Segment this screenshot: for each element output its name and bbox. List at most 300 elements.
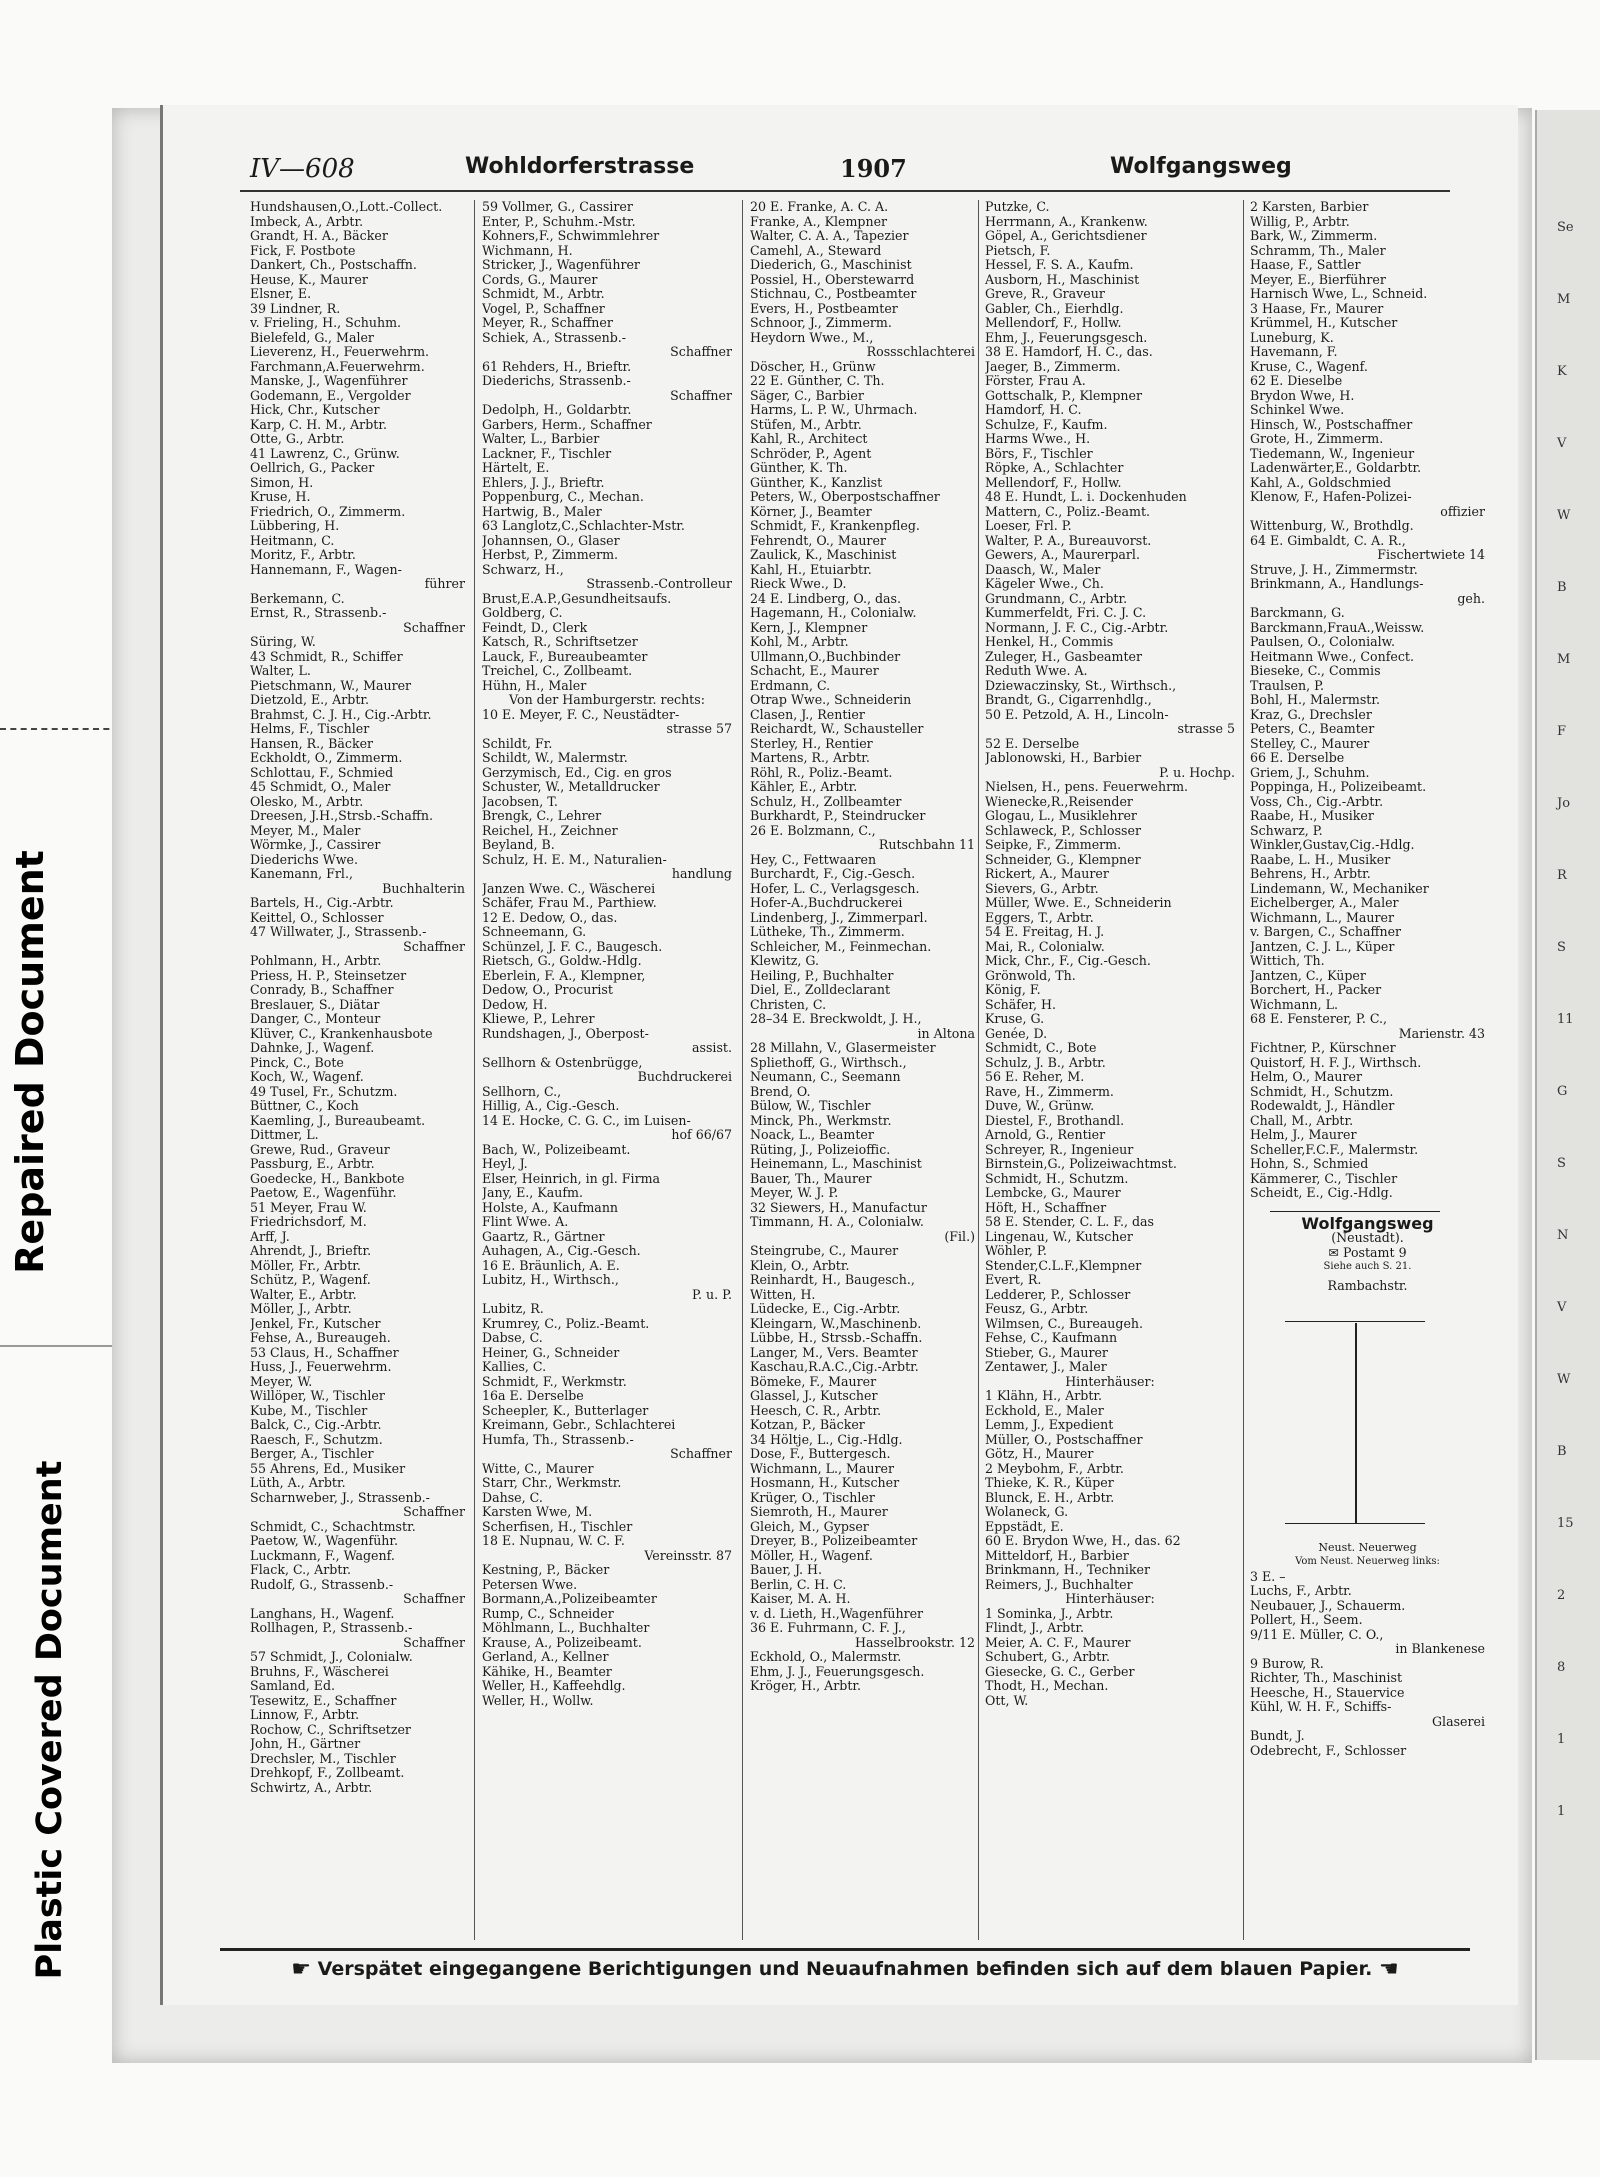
- directory-entry: Schröder, P., Agent: [750, 446, 872, 461]
- directory-entry: 28–34 E. Breckwoldt, J. H.,: [750, 1012, 922, 1026]
- directory-entry: Hinsch, W., Postschaffner: [1250, 417, 1413, 432]
- directory-entry: Brust,E.A.P.,Gesundheitsaufs.: [482, 591, 672, 606]
- directory-entry: 3 E. –: [1250, 1569, 1286, 1584]
- directory-entry: Evers, H., Postbeamter: [750, 301, 898, 316]
- directory-entry: Odebrecht, F., Schlosser: [1250, 1743, 1407, 1758]
- street-line-vertical: [1355, 1323, 1357, 1523]
- directory-entry: Nielsen, H., pens. Feuerwehrm.: [985, 780, 1189, 794]
- directory-entry: Schinkel Wwe.: [1250, 403, 1345, 417]
- directory-entry: Blunck, E. H., Arbtr.: [985, 1490, 1115, 1505]
- directory-entry: Kahl, A., Goldschmied: [1250, 475, 1392, 490]
- directory-entry: Farchmann,A.Feuerwehrm.: [250, 359, 425, 374]
- directory-entry: Dahse, C.: [482, 1490, 543, 1505]
- strip-fragment: V: [1557, 436, 1567, 451]
- directory-entry: Karsten Wwe, M.: [482, 1505, 593, 1519]
- directory-entry: 63 Langlotz,C.,Schlachter-Mstr.: [482, 519, 685, 533]
- strip-fragment: 11: [1557, 1012, 1574, 1027]
- directory-entry: Rossschlachterei: [866, 345, 975, 359]
- directory-entry: Grandt, H. A., Bäcker: [250, 229, 388, 243]
- directory-entry: Lubitz, H., Wirthsch.,: [482, 1273, 619, 1287]
- directory-entry: Vogel, P., Schaffner: [482, 301, 605, 316]
- directory-entry: Arff, J.: [250, 1229, 290, 1244]
- directory-entry: Walter, E., Arbtr.: [250, 1287, 357, 1302]
- directory-entry: Brend, O.: [750, 1084, 811, 1099]
- directory-entry: Dedow, H.: [482, 997, 548, 1012]
- directory-entry: Manske, J., Wagenführer: [250, 374, 408, 388]
- directory-entry: Kallies, C.: [482, 1360, 547, 1374]
- directory-entry: Winkler,Gustav,Cig.-Hdlg.: [1250, 838, 1415, 852]
- column-5-after: [1250, 1570, 1485, 1759]
- column-5: [1250, 200, 1485, 1940]
- directory-entry: Hasselbrookstr. 12: [855, 1635, 975, 1650]
- directory-entry: strasse 5: [1177, 722, 1235, 736]
- strip-fragment: F: [1557, 724, 1567, 739]
- left-street-heading: Wohldorferstrasse: [465, 154, 695, 179]
- directory-entry: Noack, L., Beamter: [750, 1128, 874, 1142]
- directory-entry: Treichel, C., Zollbeamt.: [482, 664, 633, 678]
- directory-entry: Duve, W., Grünw.: [985, 1099, 1095, 1113]
- directory-entry: Drechsler, M., Tischler: [250, 1751, 396, 1766]
- directory-entry: Schwirtz, A., Arbtr.: [250, 1780, 373, 1795]
- directory-entry: Glassel, J., Kutscher: [750, 1389, 878, 1403]
- directory-entry: Dziewaczinsky, St., Wirthsch.,: [985, 678, 1177, 693]
- directory-entry: in Altona: [917, 1026, 975, 1041]
- directory-entry: 68 E. Fensterer, P. C.,: [1250, 1012, 1388, 1026]
- directory-entry: Brinkmann, H., Techniker: [985, 1563, 1150, 1577]
- directory-entry: Dedow, O., Procurist: [482, 983, 613, 997]
- directory-entry: handlung: [671, 867, 732, 881]
- directory-entry: Schleicher, M., Feinmechan.: [750, 939, 932, 954]
- directory-entry: Gottschalk, P., Klempner: [985, 388, 1142, 403]
- directory-entry: Dankert, Ch., Postschaffn.: [250, 258, 417, 272]
- directory-entry: Walter, P. A., Bureauvorst.: [985, 533, 1152, 548]
- directory-entry: Langer, M., Vers. Beamter: [750, 1345, 918, 1360]
- directory-entry: Henkel, H., Commis: [985, 635, 1114, 649]
- directory-entry: Eckhold, E., Maler: [985, 1403, 1104, 1418]
- directory-entry: Hinterhäuser:: [1065, 1592, 1155, 1606]
- directory-entry: Wichmann, L., Maurer: [1250, 910, 1394, 925]
- directory-entry: Schmidt, H., Schutzm.: [1250, 1084, 1394, 1099]
- directory-entry: 1 Sominka, J., Arbtr.: [985, 1606, 1114, 1621]
- directory-entry: Katsch, R., Schriftsetzer: [482, 635, 638, 649]
- directory-entry: 24 E. Lindberg, O., das.: [750, 591, 902, 606]
- directory-entry: Rollhagen, P., Strassenb.-: [250, 1621, 413, 1635]
- directory-entry: Poppenburg, C., Mechan.: [482, 490, 644, 504]
- directory-entry: Tiedemann, W., Ingenieur: [1250, 446, 1415, 461]
- directory-entry: Schramm, Th., Maler: [1250, 243, 1386, 258]
- right-street-heading: Wolfgangsweg: [1110, 154, 1292, 179]
- directory-entry: Petersen Wwe.: [482, 1577, 578, 1592]
- directory-entry: Barckmann, G.: [1250, 606, 1345, 620]
- directory-entry: Friedrichsdorf, M.: [250, 1215, 367, 1229]
- directory-entry: Höft, H., Schaffner: [985, 1200, 1107, 1215]
- directory-entry: Minck, Ph., Werkmstr.: [750, 1113, 892, 1128]
- directory-entry: Schiek, A., Strassenb.-: [482, 330, 627, 345]
- directory-entry: Raabe, L. H., Musiker: [1250, 852, 1391, 867]
- directory-entry: strasse 57: [666, 722, 732, 736]
- directory-entry: Meyer, R., Schaffner: [482, 316, 613, 330]
- directory-entry: Lembcke, G., Maurer: [985, 1186, 1121, 1200]
- directory-entry: Simon, H.: [250, 475, 314, 490]
- directory-entry: Hey, C., Fettwaaren: [750, 852, 877, 867]
- directory-entry: Auhagen, A., Cig.-Gesch.: [482, 1244, 641, 1258]
- directory-entry: Schaffner: [403, 939, 465, 954]
- cut-line: [0, 728, 130, 730]
- directory-entry: Kähike, H., Beamter: [482, 1664, 612, 1679]
- directory-entry: Conrady, B., Schaffner: [250, 983, 394, 997]
- directory-entry: Bauer, J. H.: [750, 1563, 823, 1577]
- directory-entry: Sellhorn & Ostenbrügge,: [482, 1055, 643, 1070]
- directory-entry: Wittenburg, W., Brothdlg.: [1250, 519, 1414, 533]
- directory-entry: Lüth, A., Arbtr.: [250, 1476, 346, 1490]
- directory-entry: Giesecke, G. C., Gerber: [985, 1664, 1135, 1679]
- directory-entry: Klenow, F., Hafen-Polizei-: [1250, 490, 1412, 504]
- directory-entry: Jaeger, B., Zimmerm.: [985, 359, 1121, 374]
- directory-entry: P. u. P.: [692, 1287, 732, 1302]
- directory-entry: Koch, W., Wagenf.: [250, 1070, 364, 1084]
- directory-entry: Börs, F., Tischler: [985, 446, 1093, 461]
- box-from-note: Vom Neust. Neuerweg links:: [1295, 1556, 1440, 1567]
- directory-entry: Schreyer, R., Ingenieur: [985, 1142, 1134, 1157]
- directory-entry: Mai, R., Colonialw.: [985, 939, 1105, 954]
- directory-entry: 36 E. Fuhrmann, C. F. J.,: [750, 1621, 906, 1635]
- directory-entry: Eichelberger, A., Maler: [1250, 896, 1399, 910]
- directory-entry: 52 E. Derselbe: [985, 736, 1080, 751]
- directory-entry: Heitmann, C.: [250, 533, 335, 548]
- directory-entry: 55 Ahrens, Ed., Musiker: [250, 1461, 406, 1476]
- directory-entry: Kube, M., Tischler: [250, 1403, 368, 1418]
- directory-entry: Möller, Fr., Arbtr.: [250, 1258, 361, 1273]
- directory-entry: Willöper, W., Tischler: [250, 1389, 385, 1403]
- directory-entry: Voss, Ch., Cig.-Arbtr.: [1250, 794, 1384, 809]
- directory-entry: Rochow, C., Schriftsetzer: [250, 1722, 411, 1737]
- mail-icon: ✉: [1328, 1245, 1339, 1260]
- directory-entry: Dietzold, E., Arbtr.: [250, 693, 370, 707]
- directory-entry: 49 Tusel, Fr., Schutzm.: [250, 1084, 398, 1099]
- directory-entry: Karp, C. H. M., Arbtr.: [250, 417, 387, 432]
- directory-entry: Schulz, J. B., Arbtr.: [985, 1055, 1106, 1070]
- directory-entry: Schlaweck, P., Schlosser: [985, 823, 1141, 838]
- directory-entry: Helm, O., Maurer: [1250, 1070, 1363, 1084]
- directory-entry: Berkemann, C.: [250, 591, 345, 606]
- directory-entry: Clasen, J., Rentier: [750, 707, 865, 722]
- directory-entry: Schmidt, F., Werkmstr.: [482, 1374, 627, 1389]
- directory-entry: Reichel, H., Zeichner: [482, 823, 618, 838]
- directory-entry: Krümmel, H., Kutscher: [1250, 316, 1398, 330]
- directory-entry: Dose, F., Buttergesch.: [750, 1447, 891, 1461]
- directory-entry: Schlottau, F., Schmied: [250, 765, 394, 780]
- directory-entry: Thieke, K. R., Küper: [985, 1476, 1114, 1490]
- directory-entry: Wichmann, H.: [482, 243, 573, 258]
- directory-entry: Schaffner: [403, 1592, 465, 1606]
- directory-entry: Schwarz, P.: [1250, 823, 1323, 838]
- directory-entry: Starr, Chr., Werkmstr.: [482, 1476, 622, 1490]
- directory-entry: Bohl, H., Malermstr.: [1250, 693, 1380, 707]
- directory-entry: Sellhorn, C.,: [482, 1084, 562, 1099]
- directory-entry: Hagemann, H., Colonialw.: [750, 606, 917, 620]
- directory-entry: Linnow, F., Arbtr.: [250, 1708, 360, 1722]
- directory-entry: Schulze, F., Kaufm.: [985, 417, 1108, 432]
- strip-fragment: M: [1557, 652, 1571, 667]
- directory-entry: Eppstädt, E.: [985, 1519, 1064, 1534]
- directory-entry: Otrap Wwe., Schneiderin: [750, 693, 912, 707]
- box-subtitle: (Neustadt).: [1331, 1231, 1404, 1245]
- directory-entry: Scheepler, K., Butterlager: [482, 1403, 649, 1418]
- directory-entry: Ahrendt, J., Brieftr.: [250, 1244, 372, 1258]
- directory-entry: Förster, Frau A.: [985, 374, 1086, 388]
- directory-entry: Behrens, H., Arbtr.: [1250, 867, 1371, 881]
- directory-entry: Huss, J., Feuerwehrm.: [250, 1360, 392, 1374]
- directory-entry: Arnold, G., Rentier: [985, 1128, 1106, 1142]
- directory-entry: Traulsen, P.: [1250, 678, 1325, 693]
- directory-entry: Samland, Ed.: [250, 1679, 336, 1693]
- directory-entry: Tesewitz, E., Schaffner: [250, 1693, 397, 1708]
- directory-entry: 56 E. Reher, M.: [985, 1070, 1085, 1084]
- directory-entry: Härtelt, E.: [482, 461, 550, 475]
- strip-fragment: W: [1557, 508, 1571, 523]
- directory-entry: Wöhler, P.: [985, 1244, 1047, 1258]
- directory-entry: Bruhns, F., Wäscherei: [250, 1664, 389, 1679]
- directory-entry: Priess, H. P., Steinsetzer: [250, 968, 407, 983]
- directory-entry: Lübbering, H.: [250, 519, 340, 533]
- strip-fragment: S: [1557, 940, 1566, 955]
- directory-entry: Kruse, G.: [985, 1012, 1045, 1026]
- directory-entry: Fehse, C., Kaufmann: [985, 1331, 1118, 1345]
- directory-entry: Gerzymisch, Ed., Cig. en gros: [482, 765, 672, 780]
- directory-entry: Kaiser, M. A. H.: [750, 1592, 851, 1606]
- directory-entry: Heitmann Wwe., Confect.: [1250, 649, 1414, 664]
- directory-entry: Hofer, L. C., Verlagsgesch.: [750, 881, 920, 896]
- directory-entry: 61 Rehders, H., Brieftr.: [482, 359, 632, 374]
- directory-entry: Breslauer, S., Diätar: [250, 997, 380, 1012]
- directory-entry: Klewitz, G.: [750, 954, 820, 968]
- directory-entry: Paetow, W., Wagenführ.: [250, 1534, 399, 1548]
- directory-entry: Vereinsstr. 87: [644, 1548, 732, 1563]
- directory-entry: Kleingarn, W.,Maschinenb.: [750, 1316, 922, 1331]
- street-line-top: [1285, 1321, 1425, 1322]
- directory-entry: Olesko, M., Arbtr.: [250, 794, 364, 809]
- directory-entry: Mellendorf, F., Hollw.: [985, 475, 1122, 490]
- directory-entry: Gaartz, R., Gärtner: [482, 1229, 605, 1244]
- directory-entry: Poppinga, H., Polizeibeamt.: [1250, 780, 1427, 794]
- strip-fragment: S: [1557, 1156, 1566, 1171]
- directory-entry: Weller, H., Wollw.: [482, 1693, 594, 1708]
- directory-entry: Lackner, F., Tischler: [482, 446, 612, 461]
- directory-entry: 47 Willwater, J., Strassenb.-: [250, 925, 427, 939]
- directory-entry: Timmann, H. A., Colonialw.: [750, 1215, 924, 1229]
- directory-entry: Dittmer, L.: [250, 1128, 319, 1142]
- directory-entry: Zentawer, J., Maler: [985, 1360, 1107, 1374]
- directory-entry: 50 E. Petzold, A. H., Lincoln-: [985, 707, 1169, 722]
- directory-entry: 1 Klähn, H., Arbtr.: [985, 1389, 1103, 1403]
- directory-entry: 2 Meybohm, F., Arbtr.: [985, 1461, 1124, 1476]
- directory-entry: Witten, H.: [750, 1287, 816, 1302]
- directory-entry: Kaschau,R.A.C.,Cig.-Arbtr.: [750, 1360, 919, 1374]
- directory-entry: Ullmann,O.,Buchbinder: [750, 649, 901, 664]
- page-number: IV—608: [250, 154, 355, 184]
- directory-entry: Normann, J. F. C., Cig.-Arbtr.: [985, 620, 1169, 635]
- directory-entry: Schmidt, F., Krankenpfleg.: [750, 519, 920, 533]
- directory-entry: Helm, J., Maurer: [1250, 1128, 1357, 1142]
- directory-entry: Schünzel, J. F. C., Baugesch.: [482, 939, 663, 954]
- column-rule: [474, 200, 475, 1940]
- box-postamt: [1250, 1246, 1485, 1261]
- directory-entry: Jacobsen, T.: [482, 794, 558, 809]
- directory-entry: Brengk, C., Lehrer: [482, 809, 602, 823]
- directory-entry: Jenkel, Fr., Kutscher: [250, 1316, 381, 1331]
- plastic-covered-label: Plastic Covered Document: [30, 1460, 70, 1980]
- directory-entry: Hannemann, F., Wagen-: [250, 562, 402, 577]
- directory-entry: Röhl, R., Poliz.-Beamt.: [750, 765, 893, 780]
- directory-entry: Diederichs Wwe.: [250, 852, 358, 867]
- directory-entry: Bömeke, F., Maurer: [750, 1374, 877, 1389]
- directory-entry: Lubitz, R.: [482, 1302, 544, 1316]
- pointing-hand-icon: ☛: [291, 1957, 312, 1982]
- directory-entry: Kruse, C., Wagenf.: [1250, 359, 1368, 374]
- directory-entry: Jany, E., Kaufm.: [482, 1186, 583, 1200]
- directory-entry: Kohl, M., Arbtr.: [750, 635, 849, 649]
- directory-entry: Bark, W., Zimmerm.: [1250, 229, 1378, 243]
- directory-entry: Possiel, H., Oberstewarrd: [750, 272, 915, 287]
- directory-entry: Dreyer, B., Polizeibeamter: [750, 1534, 918, 1548]
- directory-entry: 53 Claus, H., Schaffner: [250, 1345, 399, 1360]
- directory-entry: 64 E. Gimbaldt, C. A. R.,: [1250, 533, 1406, 548]
- directory-entry: Greve, R., Graveur: [985, 287, 1105, 301]
- directory-entry: Feusz, G., Arbtr.: [985, 1302, 1089, 1316]
- directory-entry: Raabe, H., Musiker: [1250, 809, 1374, 823]
- directory-entry: Scheller,F.C.F., Malermstr.: [1250, 1142, 1419, 1157]
- directory-entry: Hinterhäuser:: [1065, 1374, 1155, 1389]
- directory-entry: Jablonowski, H., Barbier: [985, 751, 1142, 765]
- directory-entry: Hillig, A., Cig.-Gesch.: [482, 1099, 620, 1113]
- directory-entry: Bauer, Th., Maurer: [750, 1171, 872, 1186]
- directory-entry: Schäfer, Frau M., Parthiew.: [482, 896, 657, 910]
- repaired-document-label: Repaired Document: [8, 850, 52, 1274]
- directory-entry: Imbeck, A., Arbtr.: [250, 214, 364, 229]
- directory-entry: 32 Siewers, H., Manufactur: [750, 1200, 927, 1215]
- directory-entry: Heesche, H., Stauervice: [1250, 1685, 1405, 1700]
- directory-entry: Rudolf, G., Strassenb.-: [250, 1577, 394, 1592]
- directory-entry: Ernst, R., Strassenb.-: [250, 606, 387, 620]
- directory-entry: Stichnau, C., Postbeamter: [750, 287, 917, 301]
- directory-entry: Büttner, C., Koch: [250, 1099, 359, 1113]
- directory-entry: Klein, O., Arbtr.: [750, 1258, 850, 1273]
- directory-entry: Pietsch, F.: [985, 243, 1051, 258]
- directory-entry: 34 Höltje, L., Cig.-Hdlg.: [750, 1432, 903, 1447]
- directory-entry: Lauck, F., Bureaubeamter: [482, 649, 648, 664]
- box-title: Wolfgangsweg: [1301, 1213, 1434, 1233]
- directory-entry: Lingenau, W., Kutscher: [985, 1229, 1133, 1244]
- directory-entry: Enter, P., Schuhm.-Mstr.: [482, 214, 636, 229]
- directory-entry: Möhlmann, L., Buchhalter: [482, 1621, 650, 1635]
- directory-entry: Zaulick, K., Maschinist: [750, 548, 897, 562]
- directory-entry: 39 Lindner, R.: [250, 301, 341, 316]
- directory-entry: Kröger, H., Arbtr.: [750, 1679, 862, 1693]
- directory-entry: Lindemann, W., Mechaniker: [1250, 881, 1429, 896]
- directory-entry: Eckholdt, O., Zimmerm.: [250, 751, 403, 765]
- directory-entry: Pohlmann, H., Arbtr.: [250, 954, 382, 968]
- directory-entry: Putzke, C.: [985, 200, 1050, 214]
- directory-entry: Heuse, K., Maurer: [250, 272, 368, 287]
- directory-entry: Körner, J., Beamter: [750, 504, 872, 519]
- directory-entry: Dahnke, J., Wagenf.: [250, 1041, 375, 1055]
- directory-entry: Rundshagen, J., Oberpost-: [482, 1026, 649, 1041]
- directory-entry: Grewe, Rud., Graveur: [250, 1142, 390, 1157]
- directory-entry: Klüver, C., Krankenhausbote: [250, 1026, 433, 1041]
- directory-entry: Cords, G., Maurer: [482, 272, 598, 287]
- strip-fragment: 1: [1557, 1732, 1566, 1747]
- directory-entry: Müller, Wwe. E., Schneiderin: [985, 896, 1172, 910]
- directory-entry: Schmidt, H., Schutzm.: [985, 1171, 1129, 1186]
- directory-entry: Grönwold, Th.: [985, 968, 1076, 983]
- directory-entry: Kern, J., Klempner: [750, 620, 868, 635]
- directory-entry: Schaffner: [403, 1505, 465, 1519]
- directory-entry: Röpke, A., Schlachter: [985, 461, 1124, 475]
- directory-entry: Reinhardt, H., Baugesch.,: [750, 1273, 915, 1287]
- directory-entry: 10 E. Meyer, F. C., Neustädter-: [482, 707, 680, 722]
- directory-entry: P. u. Hochp.: [1159, 765, 1235, 780]
- directory-entry: Schulz, H., Zollbeamter: [750, 794, 902, 809]
- directory-entry: Kähler, E., Arbtr.: [750, 780, 858, 794]
- strip-fragment: Jo: [1557, 796, 1571, 811]
- directory-entry: Harms Wwe., H.: [985, 432, 1091, 446]
- directory-entry: Christen, C.: [750, 997, 827, 1012]
- next-page-strip: [1535, 110, 1600, 2060]
- directory-entry: Brydon Wwe, H.: [1250, 388, 1355, 403]
- directory-entry: Barckmann,FrauA.,Weissw.: [1250, 620, 1425, 635]
- directory-entry: Bielefeld, G., Maler: [250, 330, 374, 345]
- directory-entry: Fischertwiete 14: [1377, 548, 1485, 562]
- directory-entry: Flint Wwe. A.: [482, 1215, 569, 1229]
- directory-entry: Fehse, A., Bureaugeh.: [250, 1331, 391, 1345]
- directory-entry: Grote, H., Zimmerm.: [1250, 432, 1384, 446]
- directory-entry: Reichardt, W., Schausteller: [750, 722, 924, 736]
- directory-entry: 51 Meyer, Frau W.: [250, 1200, 367, 1215]
- directory-entry: Sterley, H., Rentier: [750, 736, 873, 751]
- directory-entry: 18 E. Nupnau, W. C. F.: [482, 1534, 625, 1548]
- directory-entry: Oellrich, G., Packer: [250, 461, 375, 475]
- directory-entry: Wittich, Th.: [1250, 954, 1325, 968]
- directory-entry: Daasch, W., Maler: [985, 562, 1101, 577]
- directory-entry: Keittel, O., Schlosser: [250, 910, 384, 925]
- strip-fragment: V: [1557, 1300, 1567, 1315]
- directory-entry: Thodt, H., Mechan.: [985, 1679, 1109, 1693]
- directory-entry: Meier, A. C. F., Maurer: [985, 1635, 1131, 1650]
- directory-entry: Möller, J., Arbtr.: [250, 1302, 352, 1316]
- directory-entry: Heydorn Wwe., M.,: [750, 330, 874, 345]
- directory-entry: Kahl, H., Etuiarbtr.: [750, 562, 872, 577]
- directory-entry: Humfa, Th., Strassenb.-: [482, 1432, 634, 1447]
- directory-entry: Janzen Wwe. C., Wäscherei: [482, 881, 656, 896]
- directory-entry: v. d. Lieth, H.,Wagenführer: [750, 1606, 924, 1621]
- directory-entry: Schaffner: [670, 388, 732, 403]
- directory-entry: Steingrube, C., Maurer: [750, 1244, 899, 1258]
- directory-entry: Mellendorf, F., Hollw.: [985, 316, 1122, 330]
- directory-entry: Chall, M., Arbtr.: [1250, 1113, 1354, 1128]
- strip-fragment: M: [1557, 292, 1571, 307]
- directory-entry: Stieber, G., Maurer: [985, 1345, 1108, 1360]
- directory-entry: Harnisch Wwe, L., Schneid.: [1250, 287, 1428, 301]
- directory-entry: Ehlers, J. J., Brieftr.: [482, 475, 605, 490]
- directory-entry: v. Frieling, H., Schuhm.: [250, 316, 402, 330]
- directory-entry: Grundmann, C., Arbtr.: [985, 591, 1128, 606]
- directory-entry: Glaserei: [1431, 1714, 1485, 1729]
- column-rule: [1243, 200, 1244, 1940]
- directory-entry: Lütheke, Th., Zimmerm.: [750, 925, 905, 939]
- directory-entry: Moritz, F., Arbtr.: [250, 548, 356, 562]
- directory-entry: Friedrich, O., Zimmerm.: [250, 504, 406, 519]
- strip-fragment: 1: [1557, 1804, 1566, 1819]
